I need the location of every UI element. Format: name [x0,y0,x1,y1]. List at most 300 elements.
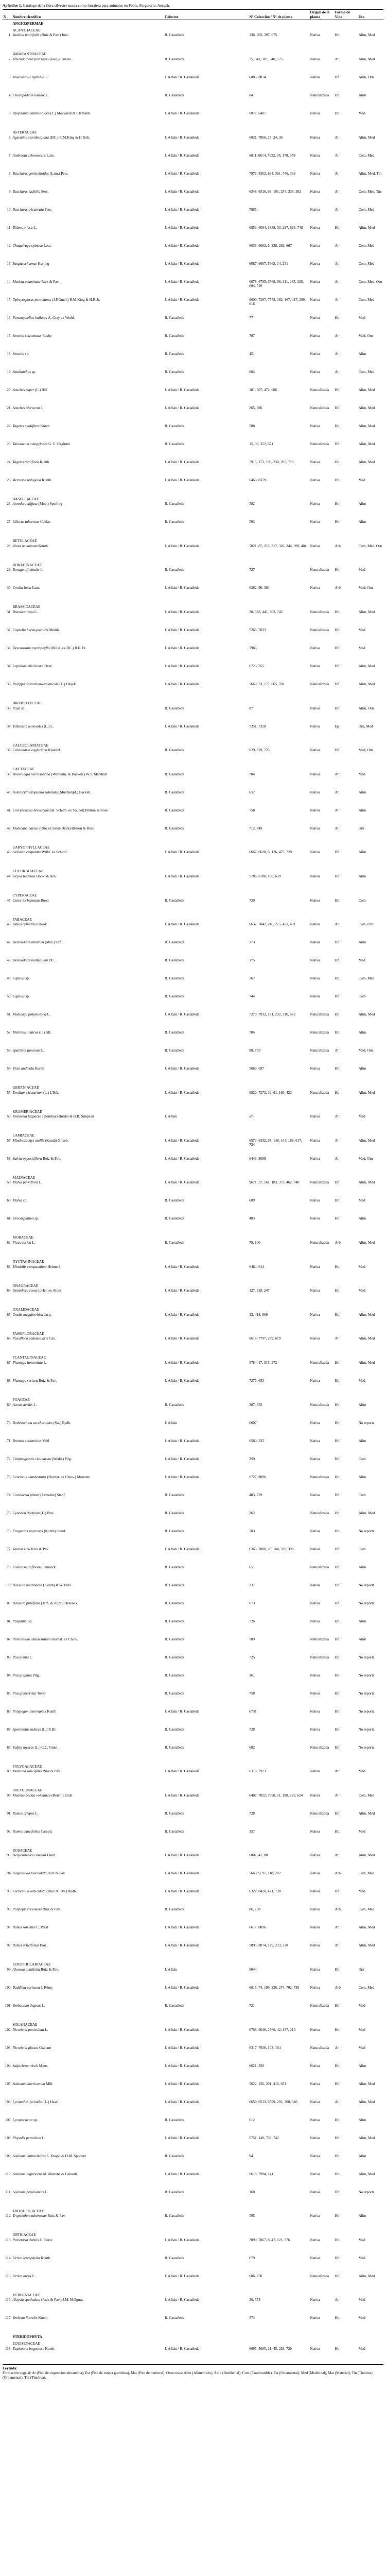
family-row [3,742,383,748]
collector-cell: J. Albán / R. Castañeda [165,111,200,115]
species-author: Kunth [42,478,51,482]
collector-cell: R. Castañeda [165,1637,184,1641]
use-cell: Med [358,478,365,482]
origin-cell: Nativa [310,333,320,338]
species-author: L. [34,609,38,614]
species-author: Ruiz & Pav. [39,1379,57,1383]
species-number: 5 [8,111,11,115]
origin-cell: Nativa [310,1709,320,1714]
collector-cell: J. Albán / R. Castañeda [165,1986,200,1990]
scientific-name-cell [12,1240,164,1258]
collector-cell: J. Albán / R. Castañeda [165,922,200,927]
species-name: Anredera diffusa [12,502,38,506]
life-form-cell: Hb [335,387,340,392]
life-form-cell: Hb [335,664,340,668]
species-row [3,1745,383,1763]
origin-cell: Nativa [310,1379,320,1383]
origin-cell: Naturalizada [310,2004,329,2008]
family-name: CARYOPHYLLACEAE [12,845,50,850]
scientific-name-cell [12,387,164,405]
use-cell: Com [358,898,366,903]
species-author: L. [42,2004,45,2008]
species-row [3,922,383,940]
collector-cell: R. Castañeda [165,1493,184,1497]
collection-number-cell: 612 [249,2117,255,2122]
species-row [3,1673,383,1691]
species-name: Rubus robustus [12,1925,36,1930]
collection-number-cell: 6033, 6662, 6, 238, 261, 667 [249,243,292,248]
use-cell: Alim, Med [358,387,375,392]
collector-cell: R. Castañeda [165,772,184,776]
collection-number-cell: 6365, 2800, 28, 104, 339, 398 [249,1547,294,1551]
scientific-name-cell [12,646,164,664]
life-form-cell: Hb [335,1493,340,1497]
use-cell: No reporta [358,1691,375,1696]
collection-number-cell: 75, 341, 301, 340, 725 [249,57,283,61]
use-cell: Alim [358,808,366,812]
life-form-cell: Hb [335,1745,340,1750]
scientific-name-cell [12,75,164,93]
species-row [3,207,383,225]
species-name: Amaranthus hybridus [12,75,45,79]
species-author: L. [40,1048,44,1053]
taxon-class-row [3,2333,383,2340]
species-number: 30 [7,586,11,590]
use-cell: Com, Med [358,1907,375,1912]
use-cell: No reporta [358,1709,375,1714]
collection-number-cell: 6044 [249,1968,257,1972]
origin-cell: Nativa [310,315,320,320]
collector-cell: R. Castañeda [165,976,184,981]
collection-number-cell: 6853, 6094, 1838, 53, 297, 693, 748 [249,225,303,230]
family-name: BROMELIACEAE [12,701,42,705]
collector-cell: R. Castañeda [165,1673,184,1677]
scientific-name-cell [12,32,164,50]
life-form-cell: Hb [335,628,340,632]
origin-cell: Naturalizada [310,1180,329,1185]
family-name: MALVACEAE [12,1175,36,1180]
collector-cell: J. Albán / R. Castañeda [165,2136,200,2140]
species-author: Campd. [41,1829,52,1834]
row-number-cell [3,1330,12,1336]
species-row [3,1138,383,1156]
collection-number-cell: 629, 629, 725 [249,748,270,753]
origin-cell: Nativa [310,646,320,650]
family-name: BETULACEAE [12,539,37,544]
use-cell: Com [358,1493,366,1497]
species-author: Pilg. [32,1673,40,1677]
collection-number-cell: 6348, 6516, 68, 101, 254, 336, 382 [249,189,301,194]
species-row [3,519,383,537]
species-row [3,351,383,369]
life-form-cell: Ar [335,2099,339,2104]
species-author: Lam. [46,153,55,158]
species-number: 38 [7,748,11,753]
species-name: Austrocylindropuntia subulata [12,790,58,794]
use-cell: Med [358,568,365,572]
species-name: Rubus urticifolius [12,1943,39,1948]
species-number: 88 [7,1745,11,1750]
life-form-cell: Hb [334,2346,358,2365]
collector-cell: R. Castañeda [165,994,184,999]
family-name: MORACEAE [12,1235,33,1240]
scientific-name-cell [12,1360,164,1378]
collector-cell: J. Albán / R. Castañeda [165,850,200,855]
species-row [3,1709,383,1727]
life-form-cell: Arb [335,544,341,548]
collection-number-cell: 7270, 7932, 181, 232, 310, 572 [249,1012,296,1017]
scientific-name-cell [12,2315,164,2333]
species-author: L. [32,2274,36,2278]
life-form-cell: Ar [335,189,339,194]
use-cell: Alim, Med [358,1811,375,1816]
life-form-cell: Hb [335,1691,340,1696]
species-name: Salpichroa tristis [12,2063,38,2068]
species-row [3,1360,383,1378]
scientific-name-cell [12,874,164,892]
species-name: Erodium cicutarium [12,1090,43,1095]
collector-cell: J. Albán / R. Castañeda [165,297,200,302]
use-cell: Alim [358,93,366,97]
origin-cell: Nativa [310,1619,320,1623]
scientific-name-cell [12,1493,164,1511]
collector-cell: R. Castañeda [165,1655,184,1659]
species-row [3,2346,383,2365]
collector-cell: J. Albán / R. Castañeda [165,586,200,590]
species-number: 110 [5,2172,11,2176]
species-name: Capsella bursa-pastoris [12,628,48,632]
species-row [3,826,383,844]
species-author: (Werderm. & Backeb.) W.T. Marshall [51,772,107,776]
species-row [3,1967,383,1985]
collection-number-cell: 7915, 173, 196, 230, 293, 719 [249,460,294,464]
use-cell: Alim [358,2154,366,2158]
species-row [3,1601,383,1619]
species-number: 87 [7,1727,11,1732]
collector-cell: J. Albán / R. Castañeda [165,2063,200,2068]
origin-cell: Naturalizada [310,1745,329,1750]
use-cell: No reporta [358,1727,375,1732]
species-author: sp. [25,351,29,356]
species-author: Lindl. [47,1853,56,1858]
species-name: Dysphania ambrosioides [12,111,49,115]
header-origin: Origen de la planta [309,10,334,20]
species-name: Corryocactus brevistylus [12,808,50,812]
scientific-name-cell [12,922,164,940]
scientific-name-cell [12,898,164,916]
origin-cell: Nativa [310,1456,320,1461]
life-form-cell: Hb [335,976,340,981]
collector-cell: J. Albán / R. Castañeda [165,261,200,266]
collection-number-cell: 6768, 6646, 2766, 42, 137, 213 [249,2027,296,2032]
family-row [3,2340,383,2346]
life-form-cell: Hb [335,646,340,650]
collection-number-cell: 6021, 7866, 17, 24, 36 [249,135,283,140]
collection-number-cell: 727 [249,568,255,572]
collection-number-cell: 758 [249,808,255,812]
row-number-cell [3,868,12,874]
collection-number-cell: 589 [249,1637,255,1641]
species-row [3,261,383,279]
species-name: Avena sterilis [12,1402,33,1407]
row-number-cell [3,1787,12,1793]
collection-number-cell: 728 [249,1811,255,1816]
species-name: Nicotiana paniculata [12,2027,44,2032]
use-cell: Alim, Med [358,460,375,464]
collection-number-cell: 6614, 7797, 289, 619 [249,1336,281,1341]
species-name: Taraxacum campylodes [12,442,48,446]
collection-number-cell: 387, 655 [249,1402,262,1407]
collection-number-cell: 136, 203, 397, 675 [249,33,277,38]
species-number: 95 [7,1889,11,1894]
life-form-cell: Hb [335,1438,340,1443]
species-name: Sicyos baderoa [12,874,36,878]
life-form-cell: Hb [335,1198,340,1203]
use-cell: Alim [358,1565,366,1569]
header-number: N [3,10,12,20]
collection-number-cell: 6659, 6513, 6599, 291, 300, 646 [249,2099,297,2104]
family-name: NYCTAGINACEAE [12,1260,44,1264]
origin-cell: Nativa [310,207,320,212]
collector-cell: R. Castañeda [165,1691,184,1696]
species-number: 62 [7,1241,11,1245]
species-row [3,2045,383,2063]
collector-cell: R. Castañeda [165,1511,184,1515]
life-form-cell: Hb [335,93,340,97]
species-row [3,1240,383,1258]
scientific-name-cell [12,1156,164,1174]
collection-number-cell: 588 [249,423,255,428]
species-name: Alnus acuminata [12,544,38,548]
scientific-name-cell [12,171,164,189]
species-author: sp. [23,1198,27,1203]
life-form-cell: Hb [335,2154,340,2158]
family-row [3,27,383,33]
species-author: Boott [40,898,49,903]
collector-cell: R. Castañeda [165,826,184,831]
collection-number-cell: 6617, 8096 [249,1925,266,1930]
scientific-name-cell [12,826,164,844]
use-cell: Med [358,1769,365,1774]
species-row [3,1943,383,1961]
collection-number-cell: 728 [249,1727,255,1732]
life-form-cell: Hb [335,1012,340,1017]
family-name: ROSACEAE [12,1848,32,1853]
scientific-name-cell [12,1198,164,1216]
origin-cell: Nativa [310,1336,320,1341]
scientific-name-cell [12,1264,164,1282]
species-row [3,1493,383,1511]
life-form-cell: Hb [335,1180,340,1185]
use-cell: Alim [358,502,366,506]
species-number: 4 [8,93,11,97]
life-form-cell: Hb [335,405,340,410]
family-name: EQUISETACEAE [12,2341,40,2346]
origin-cell: Nativa [309,2346,334,2365]
use-cell: Med, Orn [358,1156,373,1161]
life-form-cell: Ar [335,1769,339,1774]
species-row [3,2315,383,2333]
species-number: 103 [5,2045,11,2050]
species-row [3,369,383,387]
species-number: 101 [5,2004,11,2008]
species-author: Lam. [32,586,40,590]
species-number: 93 [7,1853,11,1858]
use-cell: Med [358,315,365,320]
species-author: (Jacq.) Kuntze [49,57,72,61]
species-name: Mutisia acuminata [12,279,41,284]
collector-cell: R. Castañeda [165,57,184,61]
species-number: 40 [7,790,11,794]
species-number: 105 [5,2081,11,2086]
collector-cell: J. Albán / R. Castañeda [165,1709,200,1714]
species-row [3,315,383,333]
collection-number-cell: 181, 307, 472, 686 [249,387,277,392]
use-cell: Med [358,2298,365,2302]
species-number: 8 [8,171,11,176]
scientific-name-cell [12,460,164,478]
species-name: Malva [12,1198,22,1203]
species-author: G. Forst. [40,2238,53,2242]
origin-cell: Nativa [310,135,320,140]
species-row [3,1637,383,1655]
species-row [3,2274,383,2292]
collection-number-cell: 7890, 7867, 8047, 121, 376 [249,2238,290,2242]
species-name: Paspalum [12,1619,28,1623]
family-row [3,50,383,57]
collection-number-cell: 595 [249,2214,255,2218]
collection-number-cell: 337 [249,1583,255,1587]
species-author: Hook. [38,922,48,927]
life-form-cell: Hb [335,568,340,572]
species-row [3,2063,383,2081]
collection-number-cell: 483, 729 [249,1493,262,1497]
scientific-name-cell [12,478,164,496]
family-row [3,1354,383,1360]
species-number: 17 [7,333,11,338]
species-number: 34 [7,664,11,668]
species-author: L. [39,1180,42,1185]
origin-cell: Naturalizada [310,442,329,446]
species-row [3,1511,383,1529]
species-number: 114 [5,2256,11,2260]
species-row [3,405,383,423]
row-number-cell [3,1174,12,1180]
species-name: Desmodium intortum [12,940,44,945]
life-form-cell: Hb [335,1379,340,1383]
table-body [3,20,383,2364]
collection-number-cell: 6618, 7994, 141 [249,2172,273,2176]
origin-cell: Nativa [310,544,320,548]
life-form-cell: Arb [335,1907,341,1912]
scientific-name-cell [12,808,164,826]
scientific-name-cell [12,585,164,603]
species-number: 35 [7,682,11,686]
collection-number-cell: 87 [249,706,253,710]
scientific-name-cell [12,1180,164,1198]
life-form-cell: Hb [335,1264,340,1269]
species-name: Senecio [12,351,24,356]
use-cell: Alim [358,1030,366,1035]
use-cell: Med [358,958,365,963]
collector-cell: J. Albán / R. Castañeda [165,628,200,632]
use-cell: Med [358,2004,365,2008]
use-cell: Alim, Med [358,2099,375,2104]
use-cell: Alim [358,2063,366,2068]
species-row [3,1769,383,1787]
origin-cell: Nativa [310,1907,320,1912]
collection-number-cell: 483 [249,1216,255,1221]
use-cell: Alim [358,874,366,878]
family-name: ACANTHACEAE [12,28,41,32]
species-row [3,153,383,171]
use-cell: Alim [358,1475,366,1479]
species-number: 12 [7,243,11,248]
collector-cell: R. Castañeda [165,2214,184,2218]
species-name: Krameria lappacea [12,1114,42,1119]
origin-cell: Naturalizada [310,1637,329,1641]
species-name: Cordia lutea [12,586,31,590]
life-form-cell: Hb [335,75,340,79]
collector-cell: R. Castañeda [165,1907,184,1912]
species-row [3,2136,383,2154]
use-cell: Alim [358,2214,366,2218]
species-author: L. [45,75,49,79]
species-number: 102 [5,2027,11,2032]
origin-cell: Nativa [310,922,320,927]
species-row [3,898,383,916]
scientific-name-cell [12,1216,164,1234]
species-author: (DC.) R.M.King & H.Rob. [49,135,90,140]
species-row [3,646,383,664]
origin-cell: Nativa [310,2099,320,2104]
origin-cell: Nativa [310,279,320,284]
origin-cell: Nativa [310,1493,320,1497]
family-name: OXALIDACEAE [12,1308,40,1312]
use-cell: Com, Med [358,153,375,158]
scientific-name-cell [12,2063,164,2081]
origin-cell: Nativa [310,1889,320,1894]
collection-number-cell: 6607 [249,1420,257,1425]
species-author: (Moq.) Sperling [38,502,62,506]
species-name: Urocarpidium [12,1216,34,1221]
collection-number-cell: 175 [249,958,255,963]
collection-number-cell: 6573, 6352, 95, 148, 144, 188, 617, 724 [249,1138,302,1147]
origin-cell: Naturalizada [310,1012,329,1017]
collection-number-cell: 6600, 7297, 7778, 182, 167, 417, 299, 616 [249,297,306,307]
species-number: 41 [7,808,11,812]
header-collection-number: N° Colección / N° de planta [248,10,309,20]
species-author: sp. [28,1619,33,1623]
species-number: 94 [7,1871,11,1876]
scientific-name-cell [12,261,164,279]
life-form-cell: Hb [335,2117,340,2122]
collection-number-cell: 726 [249,1619,255,1623]
collector-cell: J. Albán / R. Castañeda [165,609,200,614]
species-number: 25 [7,478,11,482]
species-name: Browningia microsperma [12,772,50,776]
species-number: 100 [5,1986,11,1990]
species-author: M. Martens & Galeotti [43,2172,77,2176]
collector-cell: J. Albán [165,1114,177,1119]
species-row [3,297,383,315]
scientific-name-cell [12,1601,164,1619]
origin-cell: Naturalizada [310,682,329,686]
species-author: (Kunth) Steud. [44,1529,66,1533]
collection-number-cell: 6085, 8074 [249,75,266,79]
use-cell: No reporta [358,1673,375,1677]
species-name: Salvia oppositiflora [12,1156,42,1161]
